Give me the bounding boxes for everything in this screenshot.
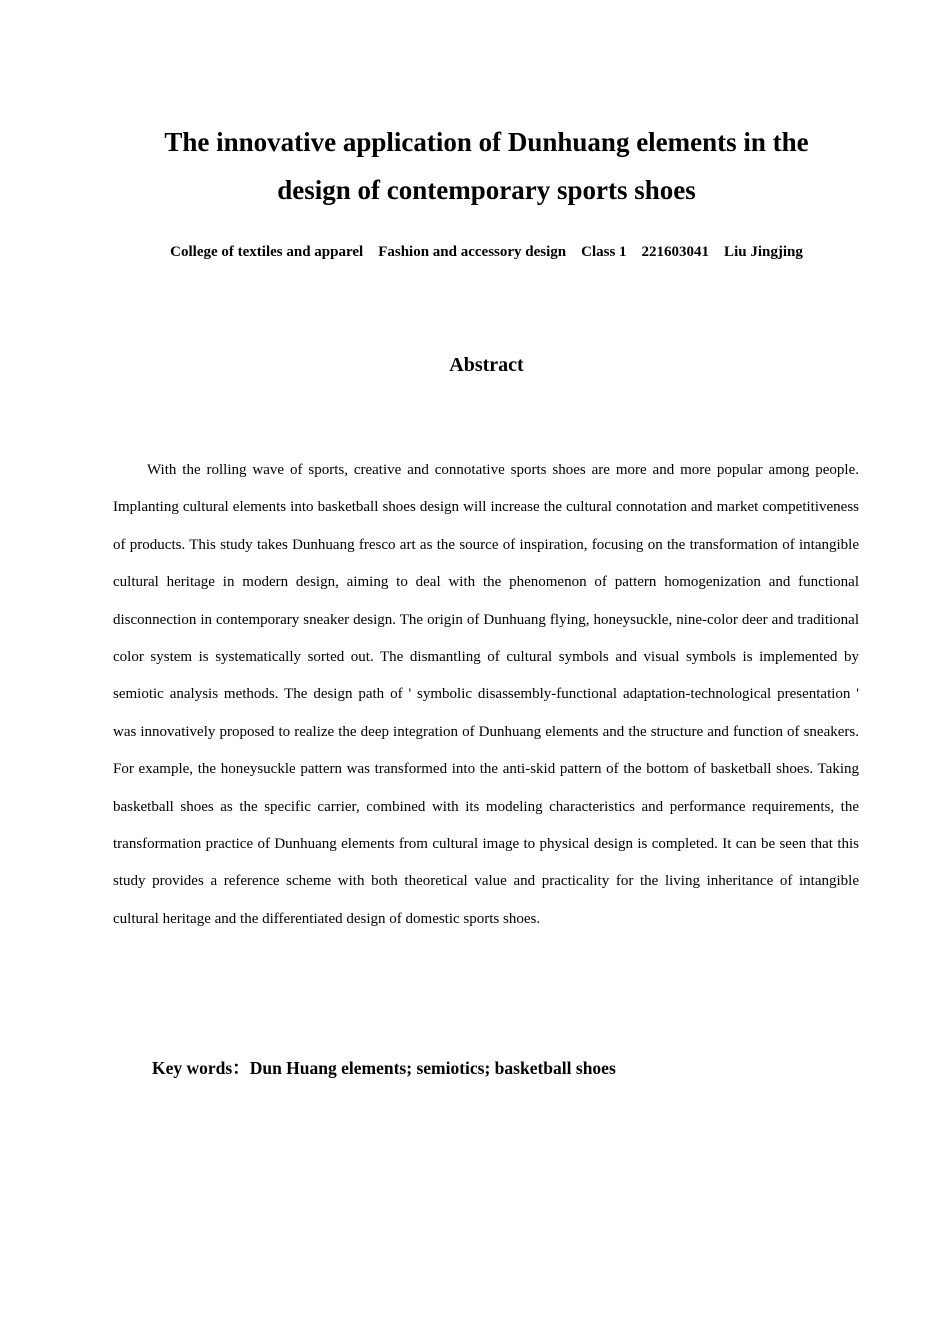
abstract-body: With the rolling wave of sports, creative and connotative sports shoes are more and more popular among people. Implanting cultural elements into basketball shoes design will increase the cultural connotation and market competitiveness of products. This study takes Dunhuang fresco art as the source of inspiration, focusing on the transformation of intangible cultural heritage in modern design, aiming to deal with the phenomenon of pattern homogenization and functional disconnection in contemporary sneaker design. The origin of Dunhuang flying, honeysuckle, nine-color deer and traditional color system is systematically sorted out. The dismantling of cultural symbols and visual symbols is implemented by semiotic analysis methods. The design path of ' symbolic disassembly-functional adaptation-technological presentation ' was innovatively proposed to realize the deep integration of Dunhuang elements and the structure and function of sneakers. For example, the honeysuckle pattern was transformed into the anti-skid pattern of the bottom of basketball shoes. Taking basketball shoes as the specific carrier, combined with its modeling characteristics and performance requirements, the transformation practice of Dunhuang elements from cultural image to physical design is completed. It can be seen that this study provides a reference scheme with both theoretical value and practicality for the living inheritance of intangible cultural heritage and the differentiated design of domestic sports shoes. [113,462,859,927]
keywords-label: Key words： [152,1058,250,1078]
author-byline: College of textiles and apparel Fashion and accessory design Class 1 221603041 Liu Jingjing [170,244,803,260]
keywords-line [152,1055,616,1081]
abstract-heading: Abstract [449,354,524,376]
title-line-2: design of contemporary sports shoes [277,175,696,205]
title-line-1: The innovative application of Dunhuang elements in the [164,127,809,157]
keywords-value: Dun Huang elements; semiotics; basketball shoes [249,1058,616,1078]
paper-title [0,118,950,214]
